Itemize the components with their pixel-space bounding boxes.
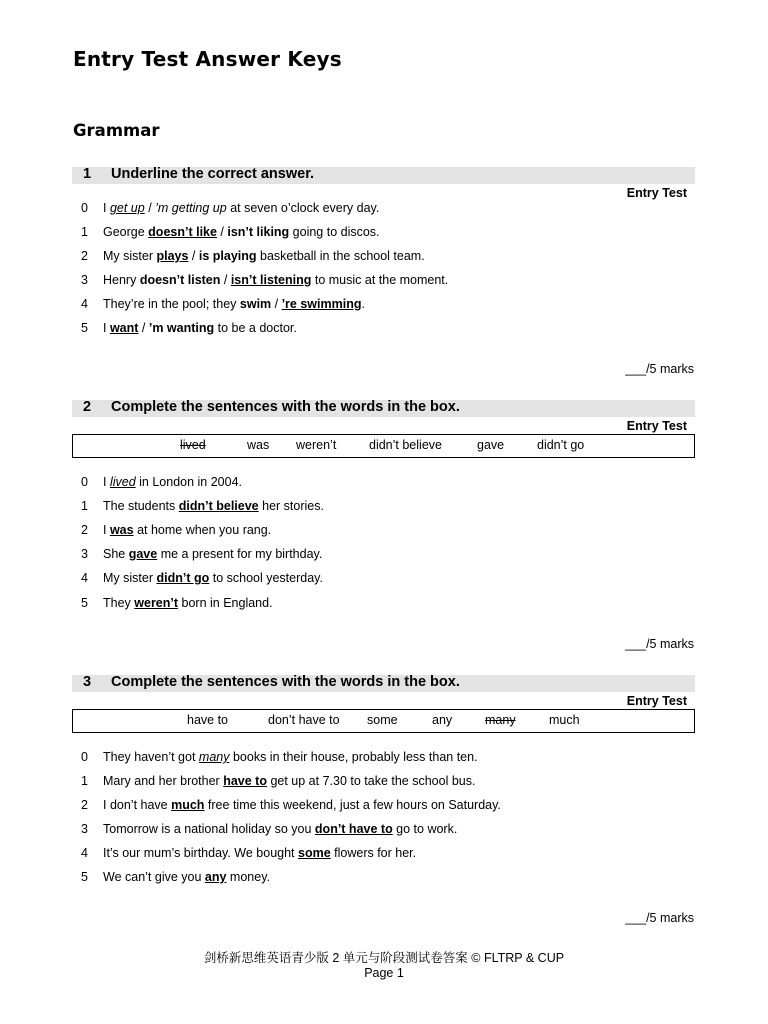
example-answer: lived — [109, 475, 136, 489]
item-sentence: My sister didn’t go to school yesterday. — [103, 571, 323, 585]
item-number: 2 — [81, 523, 88, 537]
entry-test-tag: Entry Test — [626, 694, 687, 708]
item-number: 0 — [81, 750, 88, 764]
correct-answer: ’re swimming — [281, 297, 362, 311]
correct-answer: gave — [128, 547, 158, 561]
entry-test-tag: Entry Test — [626, 419, 687, 433]
word-box — [72, 434, 695, 458]
word-box-word: lived — [180, 438, 206, 452]
item-number: 2 — [81, 798, 88, 812]
correct-answer: was — [109, 523, 134, 537]
item-number: 1 — [81, 499, 88, 513]
exercise-3-number: 3 — [83, 674, 92, 690]
correct-answer: any — [204, 870, 227, 884]
distractor: doesn’t listen — [139, 273, 221, 287]
example-answer: many — [198, 750, 230, 764]
word-box-word: any — [432, 713, 453, 727]
exercise-2-number: 2 — [83, 399, 92, 415]
word-box-word: didn’t go — [537, 438, 585, 452]
word-box-word: was — [247, 438, 270, 452]
marks-line: ___/5 marks — [625, 637, 694, 651]
item-sentence: Henry doesn’t listen / isn’t listening to music at the moment. — [103, 273, 449, 287]
item-sentence: I was at home when you rang. — [103, 523, 272, 537]
distractor: ’m wanting — [148, 321, 215, 335]
item-number: 5 — [81, 321, 88, 335]
word-box-word: many — [485, 713, 516, 727]
correct-answer: have to — [223, 774, 267, 788]
word-box-word: much — [549, 713, 580, 727]
item-sentence: Tomorrow is a national holiday so you don’t have to go to work. — [103, 822, 458, 836]
section-heading-grammar: Grammar — [73, 121, 160, 140]
word-box-word: have to — [187, 713, 229, 727]
item-sentence: I get up / ’m getting up at seven o’clock every day. — [103, 201, 380, 215]
exercise-3-header — [72, 675, 695, 692]
item-number: 5 — [81, 870, 88, 884]
word-box-word: don’t have to — [268, 713, 340, 727]
exercise-2 — [72, 400, 695, 612]
distractor: ’m getting up — [155, 201, 227, 215]
entry-test-tag: Entry Test — [626, 186, 687, 200]
item-number: 3 — [81, 547, 88, 561]
word-box-word: weren’t — [296, 438, 337, 452]
item-number: 1 — [81, 774, 88, 788]
word-box — [72, 709, 695, 733]
correct-answer: don’t have to — [314, 822, 393, 836]
correct-answer: weren’t — [134, 596, 179, 610]
item-sentence: My sister plays / is playing basketball in the school team. — [103, 249, 425, 263]
item-sentence: Mary and her brother have to get up at 7.30 to take the school bus. — [103, 774, 476, 788]
word-box-word: didn’t believe — [369, 438, 442, 452]
item-number: 0 — [81, 201, 88, 215]
item-number: 5 — [81, 596, 88, 610]
correct-answer: plays — [156, 249, 189, 263]
exercise-1 — [72, 167, 695, 347]
item-sentence: We can’t give you any money. — [103, 870, 270, 884]
correct-answer: didn’t believe — [178, 499, 259, 513]
example-answer: get up — [109, 201, 145, 215]
correct-answer: want — [109, 321, 139, 335]
exercise-3 — [72, 675, 695, 887]
item-number: 0 — [81, 475, 88, 489]
item-number: 3 — [81, 273, 88, 287]
item-sentence: It’s our mum’s birthday. We bought some flowers for her. — [103, 846, 417, 860]
item-number: 3 — [81, 822, 88, 836]
item-sentence: I don’t have much free time this weekend, just a few hours on Saturday. — [103, 798, 501, 812]
item-sentence: They’re in the pool; they swim / ’re swimming. — [103, 297, 365, 311]
correct-answer: isn’t listening — [230, 273, 312, 287]
correct-answer: some — [298, 846, 331, 860]
item-number: 1 — [81, 225, 88, 239]
word-box-word: some — [367, 713, 398, 727]
word-box-word: gave — [477, 438, 505, 452]
correct-answer: doesn’t like — [148, 225, 217, 239]
item-sentence: George doesn’t like / isn’t liking going to discos. — [103, 225, 380, 239]
item-sentence: They haven’t got many books in their house, probably less than ten. — [103, 750, 478, 764]
footer-copyright: 剑桥新思维英语青少版 2 单元与阶段测试卷答案 © FLTRP & CUP — [203, 951, 565, 965]
item-number: 4 — [81, 571, 88, 585]
exercise-1-number: 1 — [83, 166, 92, 182]
item-number: 2 — [81, 249, 88, 263]
item-sentence: She gave me a present for my birthday. — [103, 547, 323, 561]
item-number: 4 — [81, 297, 88, 311]
distractor: isn’t liking — [227, 225, 290, 239]
item-sentence: The students didn’t believe her stories. — [103, 499, 324, 513]
exercise-2-instruction: Complete the sentences with the words in the box. — [111, 399, 460, 415]
distractor: is playing — [198, 249, 257, 263]
exercise-3-instruction: Complete the sentences with the words in the box. — [111, 674, 460, 690]
exercise-2-header — [72, 400, 695, 417]
exercise-1-header — [72, 167, 695, 184]
exercise-1-instruction: Underline the correct answer. — [111, 166, 315, 182]
item-sentence: I lived in London in 2004. — [103, 475, 243, 489]
correct-answer: didn’t go — [156, 571, 210, 585]
page-title: Entry Test Answer Keys — [73, 47, 342, 71]
distractor: swim — [239, 297, 272, 311]
correct-answer: much — [171, 798, 205, 812]
item-sentence: They weren’t born in England. — [103, 596, 273, 610]
footer-page-number: Page 1 — [364, 966, 404, 980]
marks-line: ___/5 marks — [625, 362, 694, 376]
marks-line: ___/5 marks — [625, 911, 694, 925]
item-number: 4 — [81, 846, 88, 860]
item-sentence: I want / ’m wanting to be a doctor. — [103, 321, 297, 335]
